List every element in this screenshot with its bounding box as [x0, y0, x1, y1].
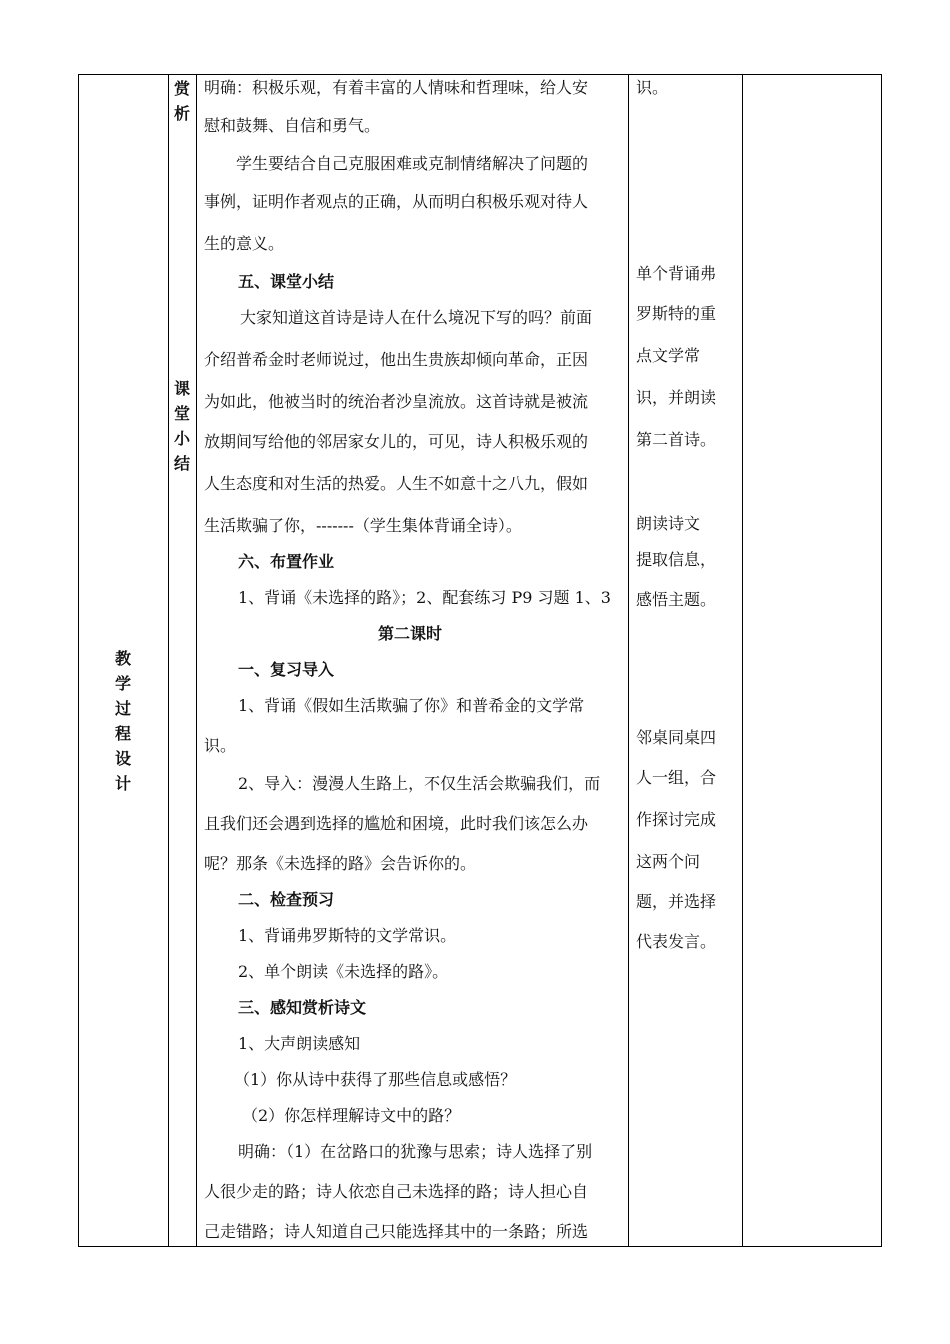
text-line: 识。	[636, 78, 669, 97]
text-line: 大家知道这首诗是诗人在什么境况下写的吗？前面	[240, 308, 593, 327]
text-line: 邻桌同桌四	[636, 728, 717, 747]
text-line: 2、单个朗读《未选择的路》。	[238, 962, 449, 981]
section-heading: 三、感知赏析诗文	[238, 998, 367, 1017]
text-line: 1、背诵《未选择的路》；2、配套练习 P9 习题 1、3	[238, 588, 611, 607]
section-heading: 六、布置作业	[238, 552, 335, 571]
column-divider	[196, 74, 197, 1247]
section-label-cell	[78, 74, 168, 1247]
text-line: 为如此，他被当时的统治者沙皇流放。这首诗就是被流	[204, 392, 589, 411]
text-line: 且我们还会遇到选择的尴尬和困境，此时我们该怎么办	[204, 814, 589, 833]
column-divider	[742, 74, 743, 1247]
text-line: 明确：积极乐观，有着丰富的人情味和哲理味，给人安	[204, 78, 589, 97]
stage-label-summary: 课 堂 小 结	[173, 379, 190, 473]
text-line: （2）你怎样理解诗文中的路？	[242, 1106, 461, 1125]
text-line: 事例，证明作者观点的正确，从而明白积极乐观对待人	[204, 192, 589, 211]
section-heading: 二、检查预习	[238, 890, 335, 909]
text-line: 第二首诗。	[636, 430, 717, 449]
section-heading: 一、复习导入	[238, 660, 335, 679]
lesson-period-heading: 第二课时	[378, 624, 443, 643]
column-divider	[628, 74, 629, 1247]
text-line: 1、背诵弗罗斯特的文学常识。	[238, 926, 457, 945]
text-line: 生的意义。	[204, 234, 285, 253]
text-line: 人很少走的路；诗人依恋自己未选择的路；诗人担心自	[204, 1182, 589, 1201]
section-heading: 五、课堂小结	[238, 272, 335, 291]
text-line: 点文学常	[636, 346, 701, 365]
text-line: 这两个问	[636, 852, 701, 871]
text-line: 感悟主题。	[636, 590, 717, 609]
text-line: 1、背诵《假如生活欺骗了你》和普希金的文学常	[238, 696, 585, 715]
text-line: 识，并朗读	[636, 388, 717, 407]
text-line: 慰和鼓舞、自信和勇气。	[204, 116, 381, 135]
column-divider	[168, 74, 169, 1247]
text-line: 人一组，合	[636, 768, 717, 787]
text-line: 作探讨完成	[636, 810, 717, 829]
text-line: 己走错路；诗人知道自己只能选择其中的一条路；所选	[204, 1222, 589, 1241]
text-line: 朗读诗文	[636, 514, 701, 533]
text-line: （1）你从诗中获得了那些信息或感悟？	[234, 1070, 517, 1089]
text-line: 2、导入：漫漫人生路上，不仅生活会欺骗我们，而	[238, 774, 601, 793]
text-line: 1、大声朗读感知	[238, 1034, 361, 1053]
text-line: 介绍普希金时老师说过，他出生贵族却倾向革命，正因	[204, 350, 589, 369]
text-line: 单个背诵弗	[636, 264, 717, 283]
text-line: 题，并选择	[636, 892, 717, 911]
text-line: 罗斯特的重	[636, 304, 717, 323]
section-label: 教 学 过 程 设 计	[114, 649, 131, 793]
stage-label-appreciate: 赏 析	[173, 79, 190, 123]
text-line: 提取信息，	[636, 550, 717, 569]
text-line: 放期间写给他的邻居家女儿的，可见，诗人积极乐观的	[204, 432, 589, 451]
text-line: 代表发言。	[636, 932, 717, 951]
text-line: 识。	[204, 736, 237, 755]
text-line: 生活欺骗了你，-------（学生集体背诵全诗）。	[204, 516, 522, 535]
text-line: 呢？那条《未选择的路》会告诉你的。	[204, 854, 477, 873]
text-line: 明确：（1）在岔路口的犹豫与思索；诗人选择了别	[238, 1142, 593, 1161]
text-line: 学生要结合自己克服困难或克制情绪解决了问题的	[236, 154, 589, 173]
text-line: 人生态度和对生活的热爱。人生不如意十之八九，假如	[204, 474, 589, 493]
